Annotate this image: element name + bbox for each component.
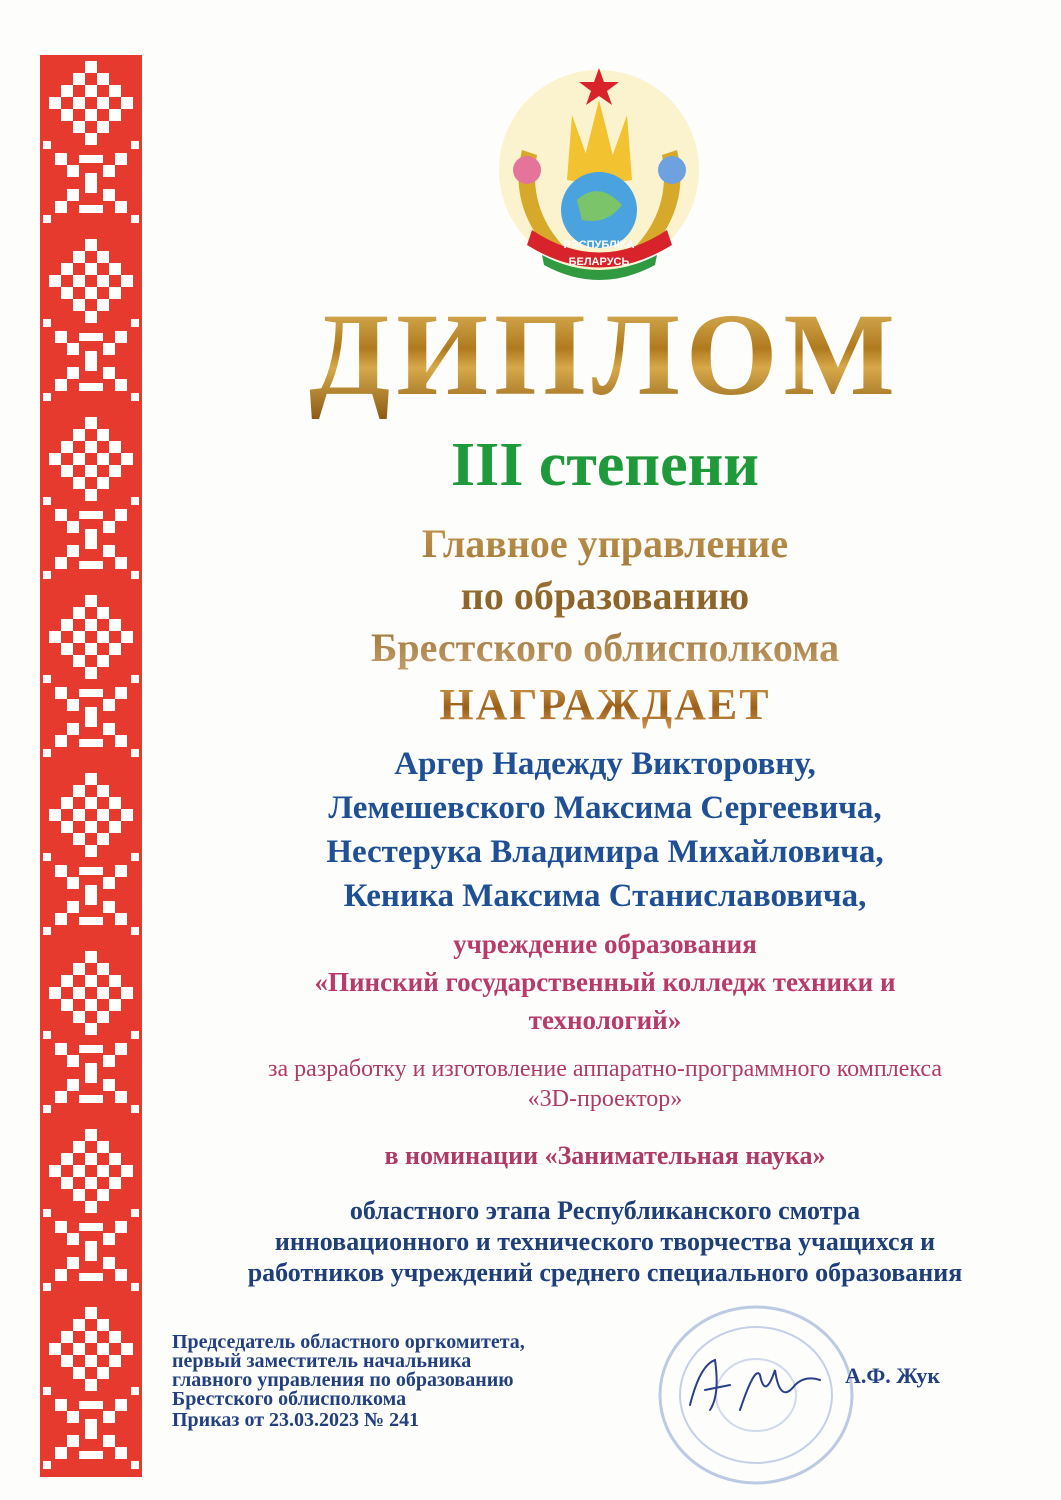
handwritten-signature-icon <box>680 1345 830 1425</box>
event-line-2: инновационного и технического творчества учащихся и <box>274 1227 936 1256</box>
org-line-2: по образованию <box>460 573 750 618</box>
institution-line-2: «Пинский государственный колледж техники и <box>314 967 896 997</box>
project-line-2: «3D-проектор» <box>527 1086 683 1112</box>
awards-heading: НАГРАЖДАЕТ <box>170 680 1040 730</box>
awarding-organization <box>170 518 1040 674</box>
recipient-name: Нестерука Владимира Михайловича, <box>326 834 884 870</box>
signer-name: А.Ф. Жук <box>845 1363 941 1388</box>
signer-line-4: Брестского облисполкома <box>172 1388 407 1410</box>
signer-block <box>172 1333 525 1430</box>
diploma-degree: III степени <box>450 431 760 499</box>
belarusian-ornament-strip <box>40 55 142 1477</box>
emblem-text-1: РЭСПУБЛІКА <box>563 239 635 251</box>
event-description <box>170 1195 1040 1288</box>
emblem-text-2: БЕЛАРУСЬ <box>568 256 630 268</box>
signer-line-3: главного управления по образованию <box>172 1369 514 1391</box>
diploma-title: ДИПЛОМ <box>170 290 1040 420</box>
recipient-name: Лемешевского Максима Сергеевича, <box>328 790 882 826</box>
recipient-name: Кеника Максима Станиславовича, <box>343 878 867 914</box>
institution-line-1: учреждение образования <box>453 929 757 959</box>
nomination: в номинации «Занимательная наука» <box>384 1141 826 1170</box>
project-line-1: за разработку и изготовление аппаратно-программного комплекса <box>267 1056 942 1082</box>
recipients-list <box>170 742 1040 918</box>
signer-line-2: первый заместитель начальника <box>172 1350 472 1372</box>
project-description <box>170 1054 1040 1114</box>
institution-line-3: технологий» <box>528 1005 682 1035</box>
org-line-3: Брестского облисполкома <box>370 625 840 670</box>
signer-line-1: Председатель областного оргкомитета, <box>172 1331 525 1353</box>
institution <box>170 925 1040 1039</box>
event-line-1: областного этапа Республиканского смотра <box>349 1196 861 1225</box>
org-line-1: Главное управление <box>421 521 789 566</box>
belarus-state-emblem-icon <box>487 60 712 280</box>
event-line-3: работников учреждений среднего специального образования <box>247 1258 963 1287</box>
order-reference: Приказ от 23.03.2023 № 241 <box>172 1409 420 1431</box>
recipient-name: Аргер Надежду Викторовну, <box>394 746 816 782</box>
